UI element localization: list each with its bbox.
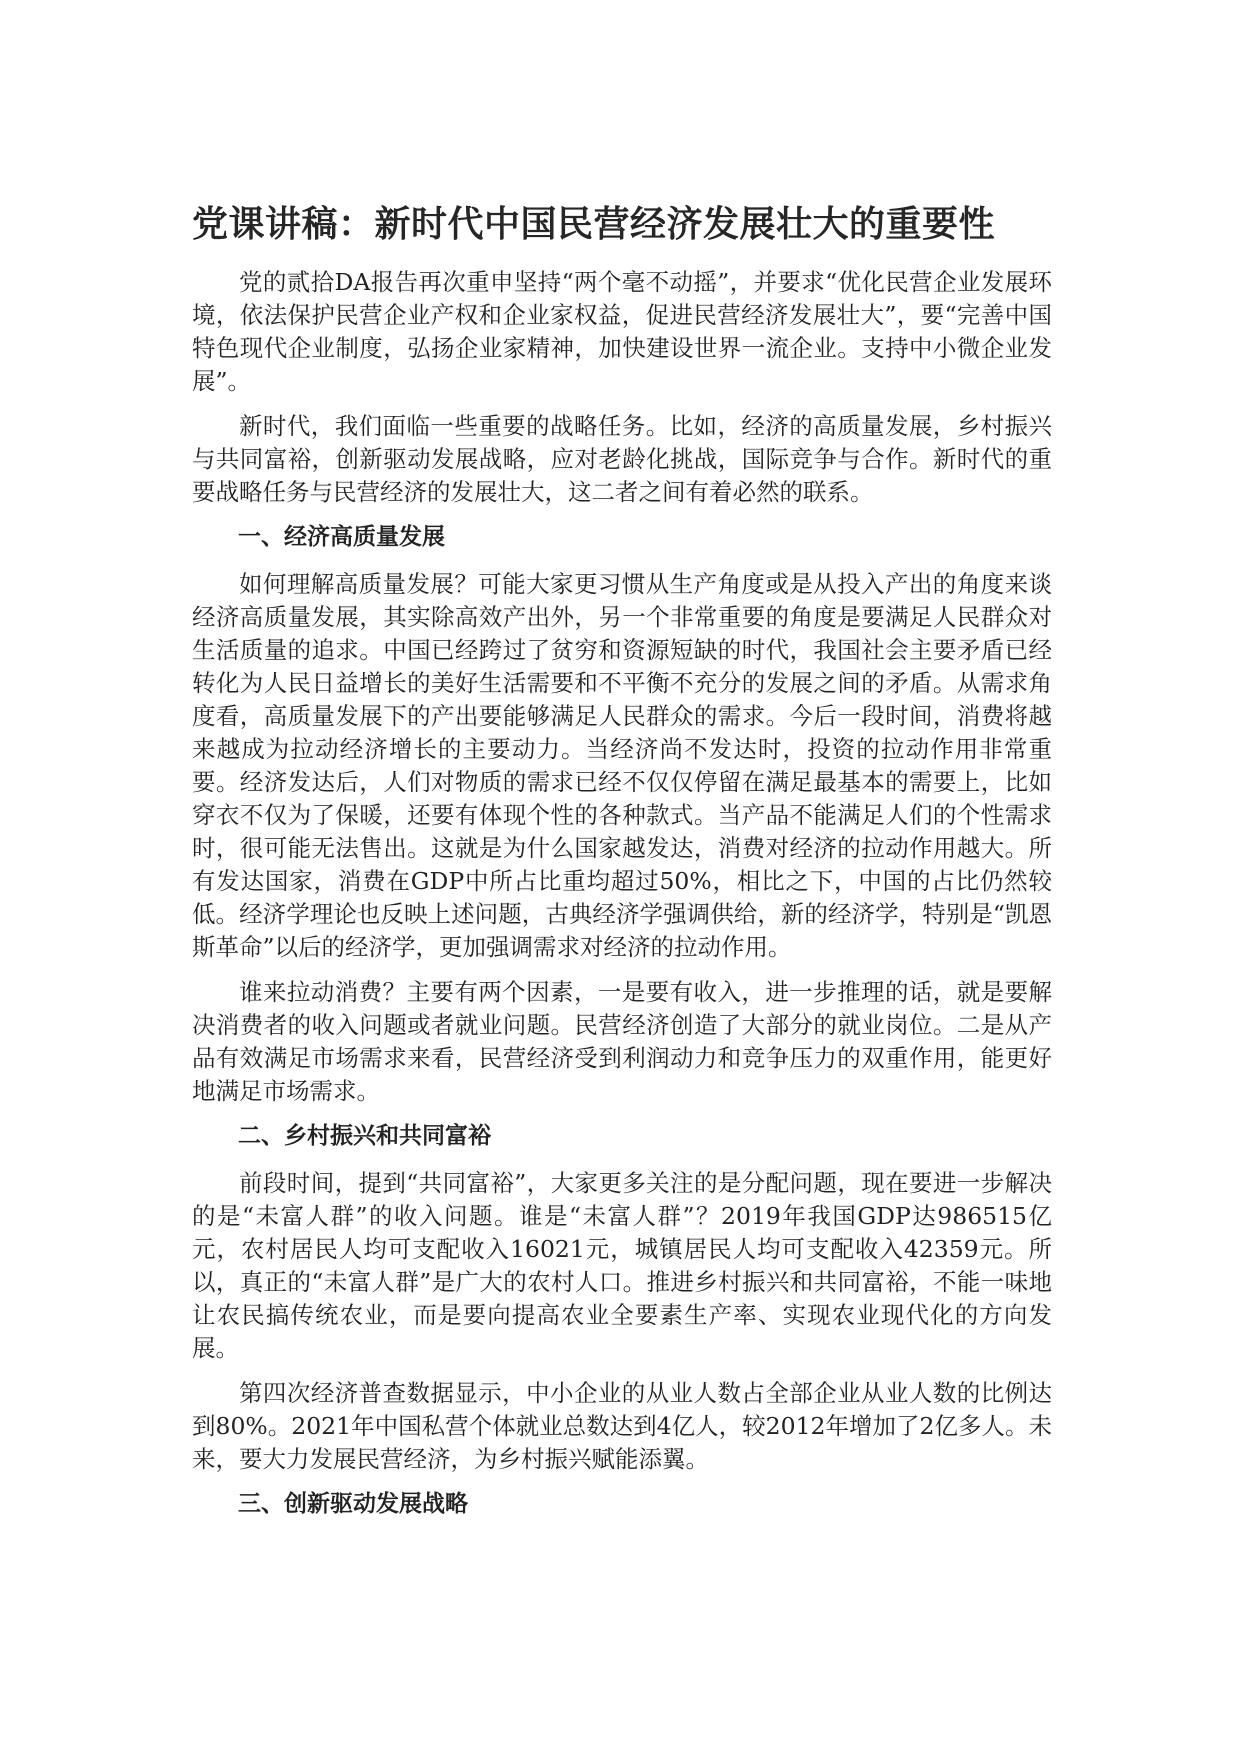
section-heading-1: 一、经济高质量发展 [238,524,445,550]
section-heading-2: 二、乡村振兴和共同富裕 [238,1123,491,1149]
document-title: 党课讲稿：新时代中国民营经济发展壮大的重要性 [192,204,996,245]
section-2-paragraph-1: 前段时间，提到“共同富裕”，大家更多关注的是分配问题，现在要进一步解决的是“未富人群”的收入问题。谁是“未富人群”？2019年我国GDP达986515亿元，农村居民人均可支配收入16021元，城镇居民人均可支配收入42359元。所以，真正的“未富人群”是广大的农村人口。推进乡村振兴和共同富裕，不能一味地让农民搞传统农业，而是要向提高农业全要素生产率、实现农业现代化的方向发展。 [192,1169,1052,1362]
section-1-paragraph-2: 谁来拉动消费？主要有两个因素，一是要有收入，进一步推理的话，就是要解决消费者的收入问题或者就业问题。民营经济创造了大部分的就业岗位。二是从产品有效满足市场需求来看，民营经济受到利润动力和竞争压力的双重作用，能更好地满足市场需求。 [192,978,1052,1105]
intro-paragraph-1: 党的贰拾DA报告再次重申坚持“两个毫不动摇”，并要求“优化民营企业发展环境，依法保护民营企业产权和企业家权益，促进民营经济发展壮大”，要“完善中国特色现代企业制度，弘扬企业家精神，加快建设世界一流企业。支持中小微企业发展”。 [192,268,1052,395]
document-body [192,198,1052,1535]
section-2-paragraph-2: 第四次经济普查数据显示，中小企业的从业人数占全部企业从业人数的比例达到80%。2021年中国私营个体就业总数达到4亿人，较2012年增加了2亿多人。未来，要大力发展民营经济，为乡村振兴赋能添翼。 [192,1379,1052,1473]
section-1-paragraph-1: 如何理解高质量发展？可能大家更习惯从生产角度或是从投入产出的角度来谈经济高质量发展，其实除高效产出外，另一个非常重要的角度是要满足人民群众对生活质量的追求。中国已经跨过了贫穷和资源短缺的时代，我国社会主要矛盾已经转化为人民日益增长的美好生活需要和不平衡不充分的发展之间的矛盾。从需求角度看，高质量发展下的产出要能够满足人民群众的需求。今后一段时间，消费将越来越成为拉动经济增长的主要动力。当经济尚不发达时，投资的拉动作用非常重要。经济发达后，人们对物质的需求已经不仅仅停留在满足最基本的需要上，比如穿衣不仅为了保暖，还要有体现个性的各种款式。当产品不能满足人们的个性需求时，很可能无法售出。这就是为什么国家越发达，消费对经济的拉动作用越大。所有发达国家，消费在GDP中所占比重均超过50%，相比之下，中国的占比仍然较低。经济学理论也反映上述问题，古典经济学强调供给，新的经济学，特别是“凯恩斯革命”以后的经济学，更加强调需求对经济的拉动作用。 [192,570,1052,961]
section-heading-3: 三、创新驱动发展战略 [238,1491,468,1517]
intro-paragraph-2: 新时代，我们面临一些重要的战略任务。比如，经济的高质量发展，乡村振兴与共同富裕，创新驱动发展战略，应对老龄化挑战，国际竞争与合作。新时代的重要战略任务与民营经济的发展壮大，这二者之间有着必然的联系。 [192,412,1052,506]
